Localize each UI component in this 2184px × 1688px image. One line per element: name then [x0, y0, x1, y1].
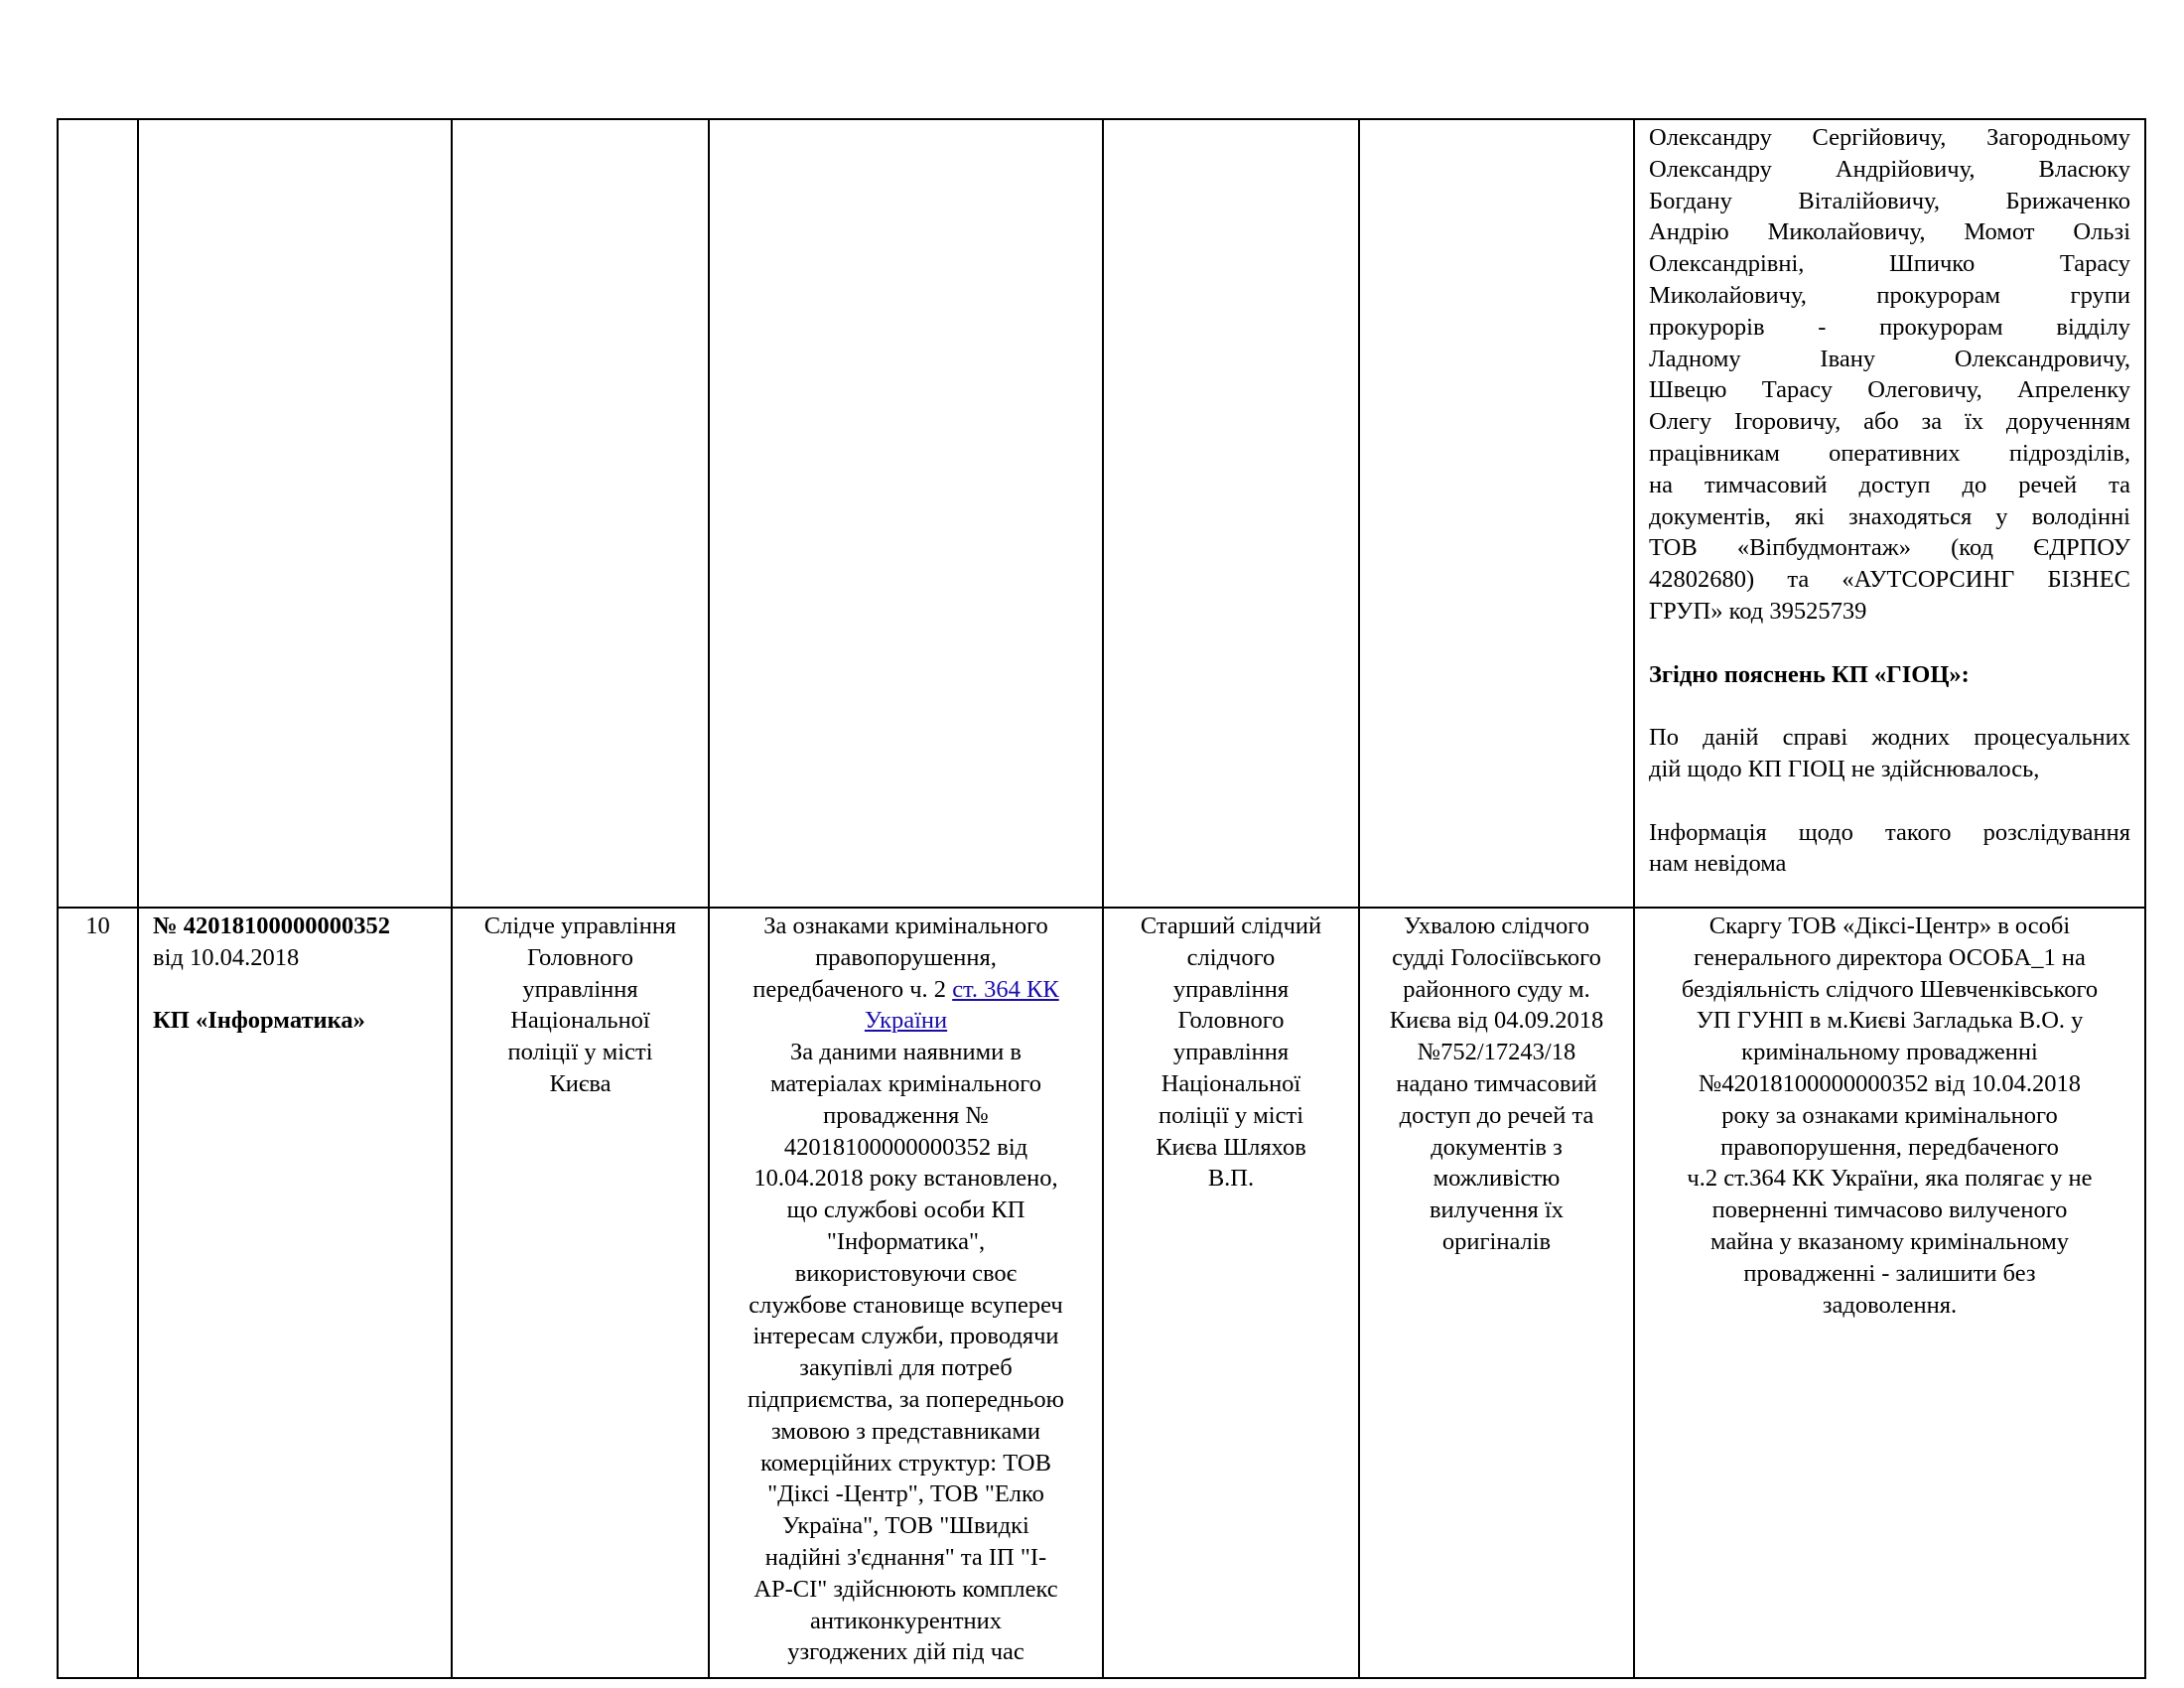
text-line: Національної [510, 1007, 650, 1035]
text-line: закупівлі для потреб [799, 1354, 1013, 1382]
text-line: 42018100000000352 від [783, 1133, 1028, 1161]
text-line: управління [1172, 1039, 1290, 1066]
text-line: ч.2 ст.364 КК України, яка полягає у не [1687, 1165, 2093, 1193]
text-line: 42802680) та «АУТСОРСИНГ БІЗНЕС [1649, 566, 2130, 594]
text-line: провадження № [823, 1101, 989, 1129]
text-line: управління [522, 975, 638, 1003]
text-line: ГРУП» код 39525739 [1649, 597, 1867, 625]
text-line: поліції у місті [507, 1039, 653, 1066]
text-line: За даними наявними в [790, 1039, 1022, 1066]
text-line: Києва Шляхов [1156, 1133, 1306, 1161]
cell-case [138, 908, 452, 1678]
text-line: змовою з представниками [771, 1417, 1040, 1445]
text-line: що службові особи КП [786, 1196, 1025, 1224]
cell-body [452, 908, 709, 1678]
ruling-text [1374, 911, 1619, 1258]
text-line: можливістю [1433, 1165, 1561, 1193]
text-line: Україна", ТОВ "Швидкі [782, 1512, 1029, 1540]
cell-investigator [1103, 908, 1359, 1678]
cases-table [57, 118, 2146, 1679]
description-text [724, 1037, 1088, 1668]
text-line: генерального директора ОСОБА_1 на [1694, 943, 2086, 971]
text-line: використовуючи своє [794, 1259, 1018, 1287]
text-line: антиконкурентних [809, 1607, 1003, 1634]
text-line: ТОВ «Віпбудмонтаж» (код ЄДРПОУ [1649, 534, 2130, 562]
cell-investigator [1103, 119, 1359, 908]
text-line: доступ до речей та [1399, 1101, 1594, 1129]
text-line: на тимчасовий доступ до речей та [1649, 471, 2130, 498]
cell-ruling [1359, 908, 1634, 1678]
company-name: КП «Інформатика» [153, 1007, 365, 1035]
text-line: провадженні - залишити без [1743, 1259, 2036, 1287]
text-line: Скаргу ТОВ «Діксі-Центр» в особі [1708, 913, 2071, 939]
row-number: 10 [85, 913, 110, 939]
spacer [153, 974, 437, 1006]
text-line: УП ГУНП в м.Києві Загладька В.О. у [1696, 1007, 2084, 1035]
text-line: правопорушення, передбаченого [1720, 1133, 2059, 1161]
text-line: надано тимчасовий [1396, 1069, 1597, 1097]
text-line: Швецю Тарасу Олеговичу, Апреленку [1649, 376, 2130, 404]
explanation-text [1649, 722, 2130, 785]
text-line: документів, які знаходяться у володінні [1649, 502, 2130, 530]
text-line: слідчого [1186, 943, 1276, 971]
cell-description [709, 119, 1103, 908]
text-line: правопорушення, [815, 943, 997, 971]
description-link-line [724, 974, 1088, 1006]
text-line: Ухвалою слідчого [1403, 913, 1590, 939]
explanation-heading: Згідно пояснень КП «ГІОЦ»: [1649, 660, 1970, 688]
text-line: нам невідома [1649, 850, 1787, 878]
text-line: судді Голосіївського [1392, 943, 1601, 971]
text-line: поліції у місті [1159, 1101, 1303, 1129]
decision-text [1649, 122, 2130, 628]
text-line: оригіналів [1441, 1227, 1552, 1255]
spacer [1649, 785, 2130, 817]
text-line: По даній справі жодних процесуальних [1649, 724, 2130, 752]
text-line: вилучення їх [1429, 1196, 1565, 1224]
spacer [1649, 628, 2130, 659]
cell-description [709, 908, 1103, 1678]
text-line: поверненні тимчасово вилученого [1711, 1196, 2068, 1224]
text-line: року за ознаками кримінального [1721, 1101, 2058, 1129]
text-line: Ладному Івану Олександровичу, [1649, 345, 2130, 372]
table-row [58, 119, 2145, 908]
text-line: документів з [1431, 1133, 1563, 1161]
cell-body [452, 119, 709, 908]
text-line: "Діксі -Центр", ТОВ "Елко [767, 1480, 1044, 1508]
cell-number [58, 908, 138, 1678]
investigator-text [1118, 911, 1344, 1195]
text-line: В.П. [1207, 1165, 1255, 1193]
text-line: узгоджених дій під час [787, 1638, 1024, 1666]
text-line: №42018100000000352 від 10.04.2018 [1699, 1069, 2081, 1097]
text-line: інтересам служби, проводячи [752, 1323, 1059, 1350]
text-line: працівникам оперативних підрозділів, [1649, 439, 2130, 467]
decision-text [1649, 911, 2130, 1321]
cell-case [138, 119, 452, 908]
text-line: Старший слідчий [1140, 913, 1322, 939]
description-intro [724, 911, 1088, 974]
text-line: майна у вказаному кримінальному [1710, 1227, 2069, 1255]
text-line: дій щодо КП ГІОЦ не здійснювалось, [1649, 755, 2040, 782]
article-link-continued[interactable]: України [864, 1007, 948, 1035]
text-line: Богдану Віталійовичу, Брижаченко [1649, 187, 2130, 214]
text-line: АР-СІ" здійснюють комплекс [753, 1575, 1058, 1603]
text-line: Олександру Андрійовичу, Власюку [1649, 155, 2130, 183]
info-text [1649, 817, 2130, 881]
article-link[interactable]: ст. 364 КК [952, 975, 1059, 1003]
case-number: № 42018100000000352 [153, 913, 390, 939]
cell-decision [1634, 119, 2145, 908]
text-line: бездіяльність слідчого Шевченківського [1681, 975, 2099, 1003]
text-line: Андрію Миколайовичу, Момот Ользі [1649, 218, 2130, 246]
text-line: районного суду м. [1403, 975, 1590, 1003]
cell-ruling [1359, 119, 1634, 908]
investigating-body [467, 911, 694, 1100]
description-link-line-2 [724, 1005, 1088, 1037]
text-line: Слідче управління [483, 913, 677, 939]
text-line: 10.04.2018 року встановлено, [753, 1165, 1058, 1193]
description-link-prefix: передбаченого ч. 2 [752, 975, 953, 1003]
text-line: Головного [1177, 1007, 1285, 1035]
text-line: управління [1172, 975, 1290, 1003]
text-line: Олександрівні, Шпичко Тарасу [1649, 250, 2130, 278]
text-line: Національної [1160, 1069, 1301, 1097]
text-line: Києва від 04.09.2018 [1389, 1007, 1604, 1035]
text-line: Інформація щодо такого розслідування [1649, 818, 2130, 846]
cell-number [58, 119, 138, 908]
text-line: №752/17243/18 [1417, 1039, 1576, 1066]
text-line: кримінальному провадженні [1741, 1039, 2038, 1066]
text-line: прокурорів - прокурорам відділу [1649, 313, 2130, 341]
text-line: надійні з'єднання" та ІП "І- [764, 1543, 1047, 1571]
text-line: Олександру Сергійовичу, Загородньому [1649, 124, 2130, 151]
text-line: Миколайовичу, прокурорам групи [1649, 281, 2130, 309]
text-line: службове становище всупереч [749, 1291, 1063, 1319]
text-line: За ознаками кримінального [763, 913, 1048, 939]
text-line: підприємства, за попередньою [748, 1385, 1064, 1413]
text-line: Головного [526, 943, 634, 971]
spacer [1649, 690, 2130, 722]
text-line: Олегу Ігоровичу, або за їх дорученням [1649, 408, 2130, 436]
text-line: матеріалах кримінального [769, 1069, 1041, 1097]
text-line: "Інформатика", [826, 1227, 986, 1255]
case-date: від 10.04.2018 [153, 943, 300, 971]
text-line: задоволення. [1822, 1291, 1958, 1319]
text-line: Києва [549, 1069, 612, 1097]
text-line: комерційних структур: ТОВ [760, 1449, 1051, 1477]
table-row [58, 908, 2145, 1678]
cell-decision [1634, 908, 2145, 1678]
